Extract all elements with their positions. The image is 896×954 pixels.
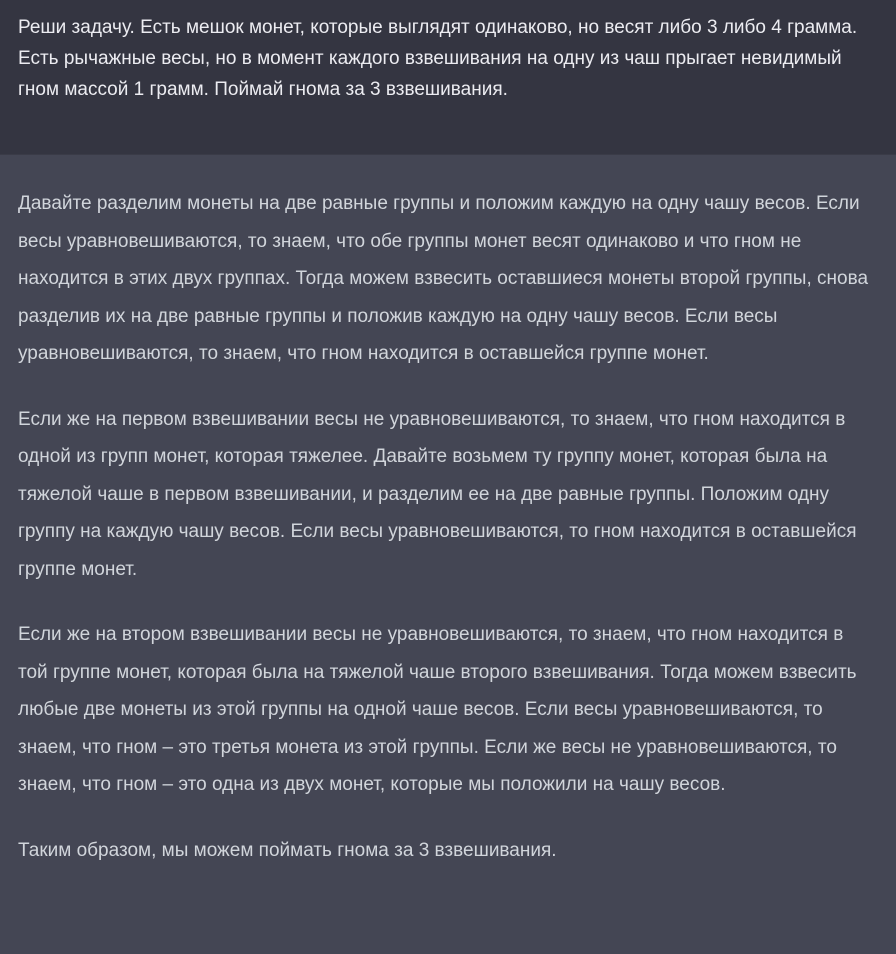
assistant-paragraph: Таким образом, мы можем поймать гнома за 3 взвешивания.	[18, 839, 557, 861]
user-message-text: Реши задачу. Есть мешок монет, которые выглядят одинаково, но весят либо 3 либо 4 грамма. Есть рычажные весы, но в момент каждого взвешивания на одну из чаш прыгает невидимый гном массой 1 грамм. Поймай гнома за 3 взвешивания.	[18, 17, 858, 100]
assistant-message	[0, 155, 896, 869]
assistant-paragraph: Если же на втором взвешивании весы не уравновешиваются, то знаем, что гном находится в той группе монет, которая была на тяжелой чаше второго взвешивания. Тогда можем взвесить любые две монеты из этой группы на одной чаше весов. Если весы уравновешиваются, то знаем, что гном – это третья монета из этой группы. Если же весы не уравновешиваются, то знаем, что гном – это одна из двух монет, которые мы положили на чашу весов.	[18, 624, 857, 795]
user-message	[0, 0, 896, 155]
assistant-paragraph: Давайте разделим монеты на две равные группы и положим каждую на одну чашу весов. Если весы уравновешиваются, то знаем, что обе группы монет весят одинаково и что гном не находится в этих двух группах. Тогда можем взвесить оставшиеся монеты второй группы, снова разделив их на две равные группы и положив каждую на одну чашу весов. Если весы уравновешиваются, то знаем, что гном находится в оставшейся группе монет.	[18, 193, 869, 364]
assistant-paragraph: Если же на первом взвешивании весы не уравновешиваются, то знаем, что гном находится в одной из групп монет, которая тяжелее. Давайте возьмем ту группу монет, которая была на тяжелой чаше в первом взвешивании, и разделим ее на две равные группы. Положим одну группу на каждую чашу весов. Если весы уравновешиваются, то гном находится в оставшейся группе монет.	[18, 408, 857, 580]
